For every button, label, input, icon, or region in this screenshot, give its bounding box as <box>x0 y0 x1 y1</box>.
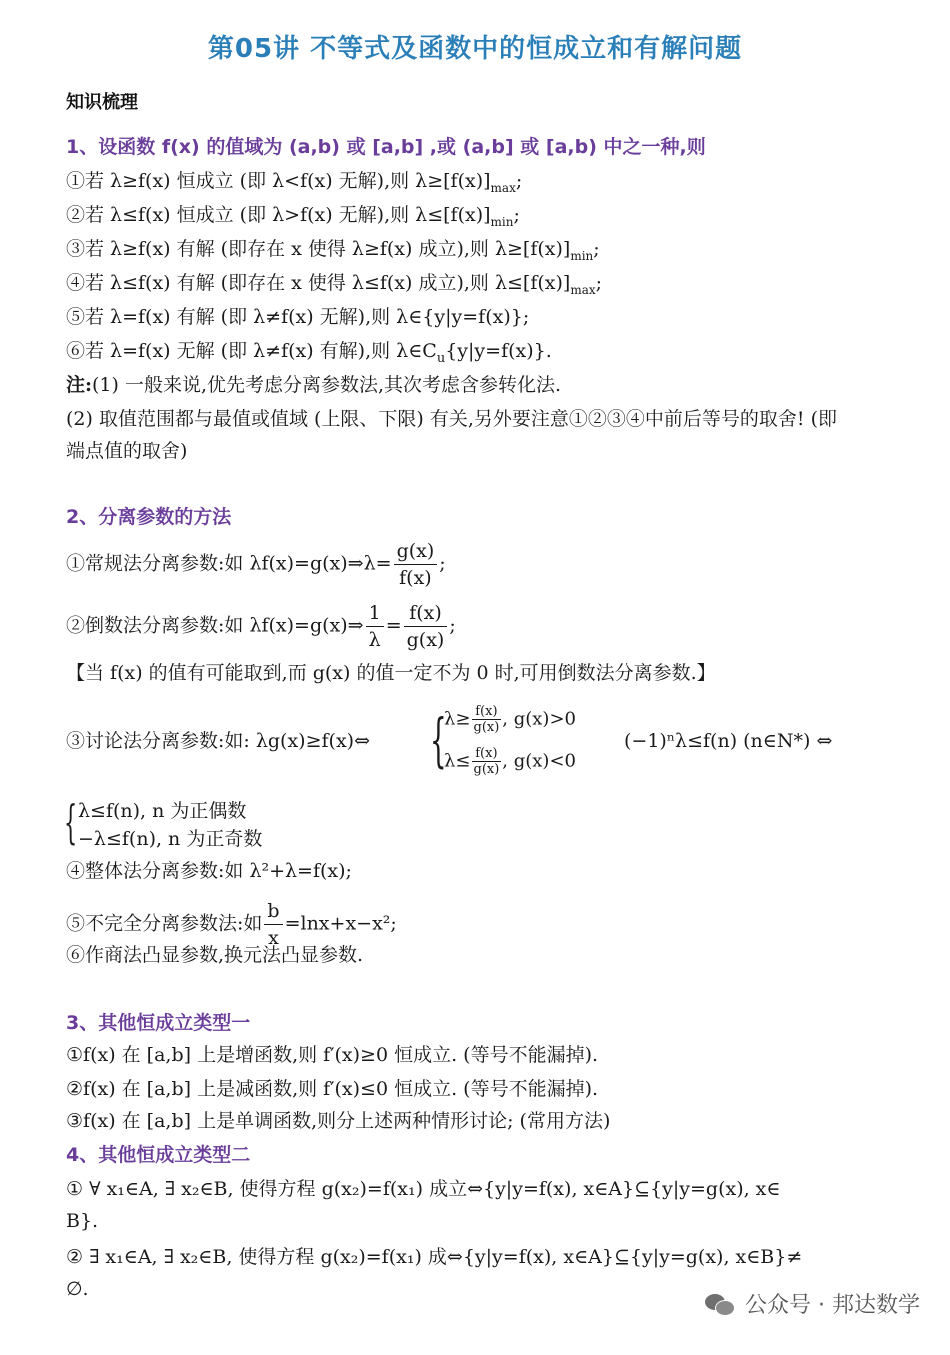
s1-item-2: ②若 λ≤f(x) 恒成立 (即 λ>f(x) 无解),则 $\lambda\le[f(x)]_{min}$; <box>66 204 520 229</box>
s2-method-6: ⑥作商法凸显参数,换元法凸显参数. <box>66 944 364 966</box>
s1-item-1: ①若 λ≥f(x) 恒成立 (即 λ<f(x) 无解),则 $\lambda\ge[f(x)]_{max}$; <box>66 170 523 195</box>
section-4-heading: 4、其他恒成立类型二 <box>66 1144 251 1166</box>
s1-item-6: ⑥若 λ=f(x) 无解 (即 λ≠f(x) 有解),则 $\lambda\in C_u\{y|y=f(x)\}$. <box>66 340 552 366</box>
m3-case-brace: { <box>430 706 447 774</box>
section-1-heading: 1、设函数 f(x) 的值域为 (a,b) 或 [a,b] ,或 (a,b] 或 [a,b) 中之一种,则 <box>66 136 706 158</box>
section-2-heading: 2、分离参数的方法 <box>66 506 232 528</box>
s2-method-3: ③讨论法分离参数:如: λg(x)≥f(x)⇔ <box>66 730 371 752</box>
s1-item-3: ③若 λ≥f(x) 有解 (即存在 x 使得 λ≥f(x) 成立),则 $\lambda\ge[f(x)]_{min}$; <box>66 238 600 263</box>
s1-note-2: (2) 取值范围都与最值或值域 (上限、下限) 有关,另外要注意①②③④中前后等号的取舍! (即 <box>66 408 837 430</box>
m3-case-1: λ≥ $\frac{f(x)}{g(x)}$ , g(x)>0 <box>444 704 576 735</box>
s2-method-5: ⑤不完全分离参数法:如 $\frac{b}{x}$ =lnx+x−x²; <box>66 900 397 949</box>
m1-fraction: $\frac{g(x)}{f(x)}$ <box>394 538 438 591</box>
s3-item-2: ②f(x) 在 [a,b] 上是减函数,则 f′(x)≤0 恒成立. (等号不能漏掉). <box>66 1078 599 1100</box>
s4-item-2: ② ∃ x₁∈A, ∃ x₂∈B, 使得方程 g(x₂)=f(x₁) 成⇔{y|y=f(x), x∈A}⊆{y|y=g(x), x∈B}≠ <box>66 1246 803 1268</box>
s2-method-1: ①常规法分离参数:如 λf(x)=g(x)⇒λ= $\frac{g(x)}{f(x)}$ ; <box>66 540 446 589</box>
s1-note-1: 注:(1) 一般来说,优先考虑分离参数法,其次考虑含参转化法. <box>66 374 562 396</box>
s2-bracket-note: 【当 f(x) 的值有可能取到,而 g(x) 的值一定不为 0 时,可用倒数法分离参数.】 <box>66 662 716 684</box>
s1-item-5: ⑤若 λ=f(x) 有解 (即 λ≠f(x) 无解),则 λ∈{y|y=f(x)}; <box>66 306 530 328</box>
s3-item-3: ③f(x) 在 [a,b] 上是单调函数,则分上述两种情形讨论; (常用方法) <box>66 1110 611 1132</box>
m3-parity-brace: { <box>64 795 78 849</box>
s2-method-4: ④整体法分离参数:如 λ²+λ=f(x); <box>66 860 352 882</box>
watermark <box>705 1288 920 1319</box>
m3-case-2: λ≤ $\frac{f(x)}{g(x)}$ , g(x)<0 <box>444 746 576 777</box>
s1-note-2-cont: 端点值的取舍) <box>66 440 188 462</box>
s4-item-1: ① ∀ x₁∈A, ∃ x₂∈B, 使得方程 g(x₂)=f(x₁) 成立⇔{y|y=f(x), x∈A}⊆{y|y=g(x), x∈ <box>66 1178 781 1200</box>
m3-parity-even: λ≤f(n), n 为正偶数 <box>78 800 247 822</box>
s4-item-1-cont: B}. <box>66 1210 99 1232</box>
watermark-text: 公众号 · 邦达数学 <box>745 1293 920 1318</box>
m3-post: (−1)ⁿλ≤f(n) (n∈N*) ⇔ <box>624 730 833 752</box>
m3-parity-odd: −λ≤f(n), n 为正奇数 <box>78 828 263 850</box>
wechat-icon <box>705 1292 735 1316</box>
m5-fraction: $\frac{b}{x}$ <box>264 898 282 951</box>
section-3-heading: 3、其他恒成立类型一 <box>66 1012 251 1034</box>
s2-method-2: ②倒数法分离参数:如 λf(x)=g(x)⇒ $\frac{1}{\lambda}$ = $\frac{f(x)}{g(x)}$ ; <box>66 602 456 651</box>
page-title: 第05讲 不等式及函数中的恒成立和有解问题 <box>207 34 743 64</box>
section-knowledge-heading: 知识梳理 <box>66 92 138 113</box>
s4-item-2-cont: ∅. <box>66 1278 89 1300</box>
s1-item-4: ④若 λ≤f(x) 有解 (即存在 x 使得 λ≤f(x) 成立),则 $\lambda\le[f(x)]_{max}$; <box>66 272 603 297</box>
s3-item-1: ①f(x) 在 [a,b] 上是增函数,则 f′(x)≥0 恒成立. (等号不能漏掉). <box>66 1044 599 1066</box>
m2-fraction-left: $\frac{1}{\lambda}$ <box>366 600 384 653</box>
m2-fraction-right: $\frac{f(x)}{g(x)}$ <box>404 600 448 653</box>
